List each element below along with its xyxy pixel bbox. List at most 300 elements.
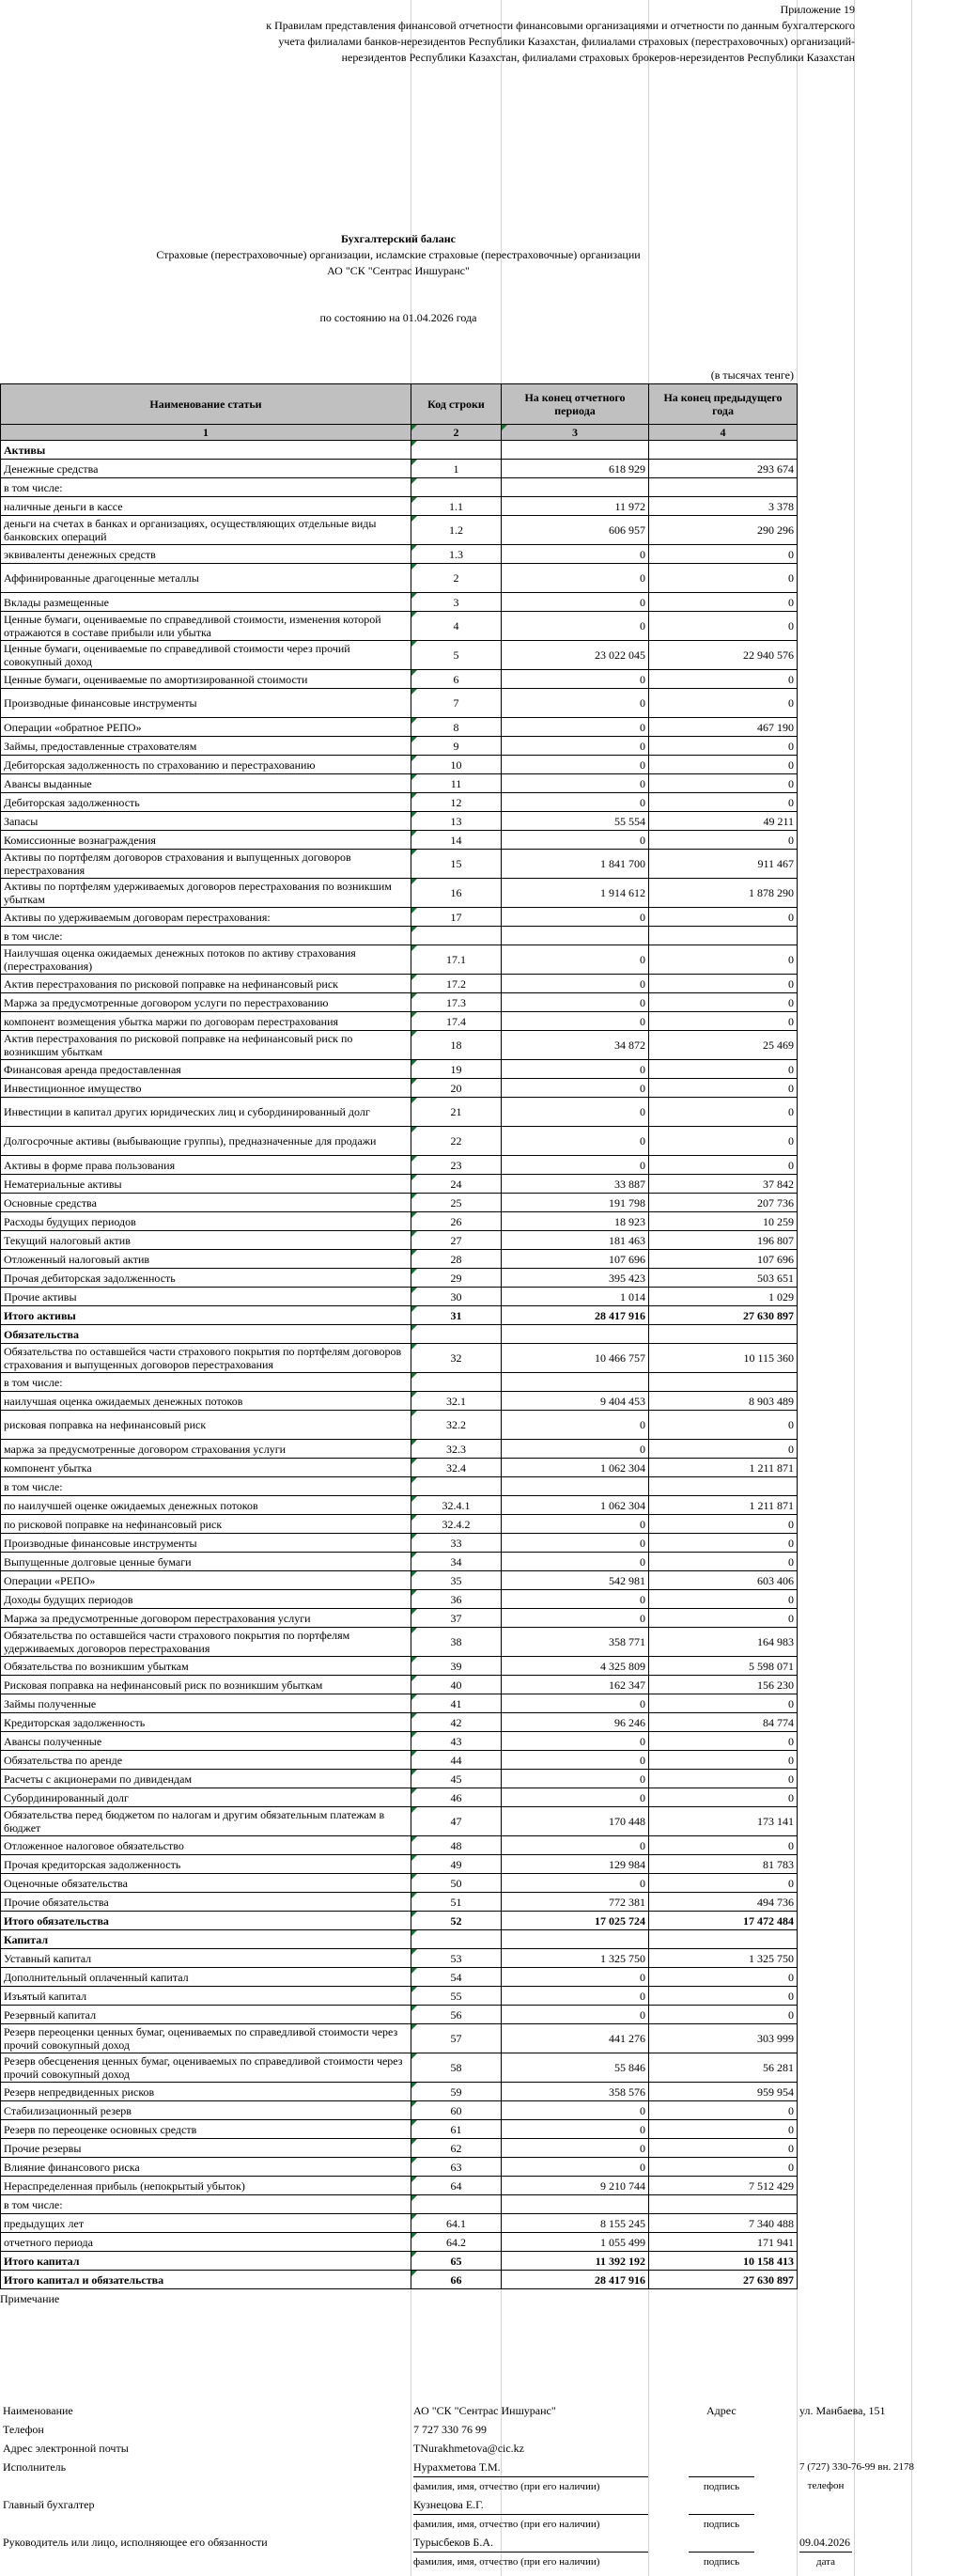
row-previous-value: 0 bbox=[649, 1770, 798, 1788]
row-current-value: 0 bbox=[502, 1440, 649, 1459]
row-name: рисковая поправка на нефинансовый риск bbox=[1, 1411, 411, 1440]
row-current-value: 9 210 744 bbox=[502, 2177, 649, 2195]
row-previous-value: 0 bbox=[649, 1515, 798, 1534]
row-current-value: 191 798 bbox=[502, 1194, 649, 1212]
row-name: Доходы будущих периодов bbox=[1, 1590, 411, 1609]
row-previous-value: 0 bbox=[649, 689, 798, 718]
row-name: Капитал bbox=[1, 1930, 411, 1949]
row-code: 45 bbox=[411, 1770, 502, 1788]
row-current-value: 0 bbox=[502, 1515, 649, 1534]
row-code: 32.4.2 bbox=[411, 1515, 502, 1534]
row-current-value: 0 bbox=[502, 689, 649, 718]
row-current-value: 0 bbox=[502, 1836, 649, 1855]
row-code bbox=[411, 478, 502, 497]
row-name: Выпущенные долговые ценные бумаги bbox=[1, 1553, 411, 1571]
row-current-value: 0 bbox=[502, 1098, 649, 1127]
row-current-value: 1 055 499 bbox=[502, 2233, 649, 2252]
row-previous-value: 27 630 897 bbox=[649, 1306, 798, 1325]
row-name: Операции «обратное РЕПО» bbox=[1, 718, 411, 737]
email-label: Адрес электронной почты bbox=[3, 2442, 129, 2455]
date-caption: дата bbox=[799, 2552, 852, 2571]
row-code: 28 bbox=[411, 1250, 502, 1269]
row-current-value: 18 923 bbox=[502, 1212, 649, 1231]
row-name: Отложенное налоговое обязательство bbox=[1, 1836, 411, 1855]
row-current-value: 0 bbox=[502, 1694, 649, 1713]
address-label: Адрес bbox=[706, 2404, 737, 2417]
table-row bbox=[1, 1440, 798, 1459]
row-code: 17.1 bbox=[411, 945, 502, 975]
row-current-value bbox=[502, 478, 649, 497]
table-row bbox=[1, 2158, 798, 2177]
row-current-value: 8 155 245 bbox=[502, 2214, 649, 2233]
row-name: Итого обязательства bbox=[1, 1912, 411, 1930]
row-current-value bbox=[502, 1373, 649, 1392]
row-code: 4 bbox=[411, 612, 502, 641]
section-row bbox=[1, 441, 798, 460]
row-current-value: 0 bbox=[502, 2006, 649, 2024]
row-previous-value: 7 340 488 bbox=[649, 2214, 798, 2233]
row-previous-value: 0 bbox=[649, 945, 798, 975]
row-previous-value: 503 651 bbox=[649, 1269, 798, 1288]
row-current-value: 542 981 bbox=[502, 1571, 649, 1590]
table-row bbox=[1, 2006, 798, 2024]
table-row bbox=[1, 1657, 798, 1676]
row-code: 17.4 bbox=[411, 1012, 502, 1031]
row-current-value: 606 957 bbox=[502, 516, 649, 545]
section-row bbox=[1, 1930, 798, 1949]
row-previous-value: 1 878 290 bbox=[649, 879, 798, 908]
executor-phone: 7 (727) 330-76-99 вн. 2178 bbox=[799, 2461, 914, 2473]
table-row bbox=[1, 593, 798, 612]
table-row bbox=[1, 1855, 798, 1874]
table-row bbox=[1, 670, 798, 689]
row-name: Изъятый капитал bbox=[1, 1987, 411, 2006]
head-name: Турысбеков Б.А. bbox=[413, 2536, 493, 2549]
row-current-value: 129 984 bbox=[502, 1855, 649, 1874]
table-row bbox=[1, 850, 798, 879]
row-current-value: 0 bbox=[502, 1553, 649, 1571]
row-current-value: 96 246 bbox=[502, 1713, 649, 1732]
row-previous-value: 0 bbox=[649, 793, 798, 812]
row-name: Резерв по переоценке основных средств bbox=[1, 2120, 411, 2139]
report-title: Бухгалтерский баланс bbox=[341, 232, 456, 245]
row-code: 12 bbox=[411, 793, 502, 812]
table-row bbox=[1, 1807, 798, 1836]
row-name: Обязательства перед бюджетом по налогам и другим обязательным платежам в бюджет bbox=[1, 1807, 411, 1836]
row-previous-value bbox=[649, 478, 798, 497]
row-code: 65 bbox=[411, 2252, 502, 2271]
row-current-value: 0 bbox=[502, 1968, 649, 1987]
row-name: Инвестиции в капитал других юридических лиц и субординированный долг bbox=[1, 1098, 411, 1127]
row-code: 53 bbox=[411, 1949, 502, 1968]
row-name: Ценные бумаги, оцениваемые по справедливой стоимости, изменения которой отражаются в составе прибыли или убытка bbox=[1, 612, 411, 641]
table-row bbox=[1, 1060, 798, 1079]
row-previous-value: 0 bbox=[649, 612, 798, 641]
table-row bbox=[1, 1770, 798, 1788]
row-name: Резервный капитал bbox=[1, 2006, 411, 2024]
grid-line bbox=[911, 0, 912, 2576]
row-previous-value: 290 296 bbox=[649, 516, 798, 545]
row-name: наилучшая оценка ожидаемых денежных потоков bbox=[1, 1392, 411, 1411]
sign-caption: подпись bbox=[689, 2514, 754, 2534]
table-row bbox=[1, 612, 798, 641]
row-code: 32.2 bbox=[411, 1411, 502, 1440]
row-code: 48 bbox=[411, 1836, 502, 1855]
table-row bbox=[1, 1968, 798, 1987]
row-code: 5 bbox=[411, 641, 502, 670]
row-name: отчетного периода bbox=[1, 2233, 411, 2252]
col-number: 3 bbox=[502, 425, 649, 441]
row-name: Ценные бумаги, оцениваемые по справедливой стоимости через прочий совокупный доход bbox=[1, 641, 411, 670]
row-name: предыдущих лет bbox=[1, 2214, 411, 2233]
table-row bbox=[1, 1288, 798, 1306]
row-code: 36 bbox=[411, 1590, 502, 1609]
row-name: эквиваленты денежных средств bbox=[1, 545, 411, 564]
row-code: 44 bbox=[411, 1751, 502, 1770]
row-code: 14 bbox=[411, 831, 502, 850]
row-current-value: 618 929 bbox=[502, 460, 649, 478]
row-previous-value: 0 bbox=[649, 831, 798, 850]
row-current-value: 0 bbox=[502, 2139, 649, 2158]
row-previous-value: 0 bbox=[649, 1694, 798, 1713]
name-value: АО "СК "Сентрас Иншуранс" bbox=[413, 2404, 556, 2417]
row-previous-value: 1 211 871 bbox=[649, 1459, 798, 1477]
table-row bbox=[1, 1269, 798, 1288]
row-code: 51 bbox=[411, 1893, 502, 1912]
section-row bbox=[1, 1325, 798, 1344]
balance-table-wrap bbox=[0, 383, 797, 2308]
row-previous-value: 0 bbox=[649, 1968, 798, 1987]
row-current-value: 0 bbox=[502, 1987, 649, 2006]
row-name: Прочая дебиторская задолженность bbox=[1, 1269, 411, 1288]
table-row bbox=[1, 1012, 798, 1031]
row-name: по наилучшей оценке ожидаемых денежных потоков bbox=[1, 1496, 411, 1515]
row-current-value bbox=[502, 2195, 649, 2214]
table-row bbox=[1, 1250, 798, 1269]
row-current-value: 0 bbox=[502, 737, 649, 756]
row-previous-value: 0 bbox=[649, 593, 798, 612]
row-name: Активы по портфелям удерживаемых договоров перестрахования по возникшим убыткам bbox=[1, 879, 411, 908]
row-name: Запасы bbox=[1, 812, 411, 831]
row-current-value: 0 bbox=[502, 1411, 649, 1440]
table-row bbox=[1, 2101, 798, 2120]
row-name: Прочие активы bbox=[1, 1288, 411, 1306]
table-row bbox=[1, 2195, 798, 2214]
row-name: Денежные средства bbox=[1, 460, 411, 478]
row-code: 64 bbox=[411, 2177, 502, 2195]
row-name: Стабилизационный резерв bbox=[1, 2101, 411, 2120]
row-code bbox=[411, 927, 502, 945]
row-name: в том числе: bbox=[1, 2195, 411, 2214]
phone-caption: телефон bbox=[807, 2480, 845, 2491]
row-code: 34 bbox=[411, 1553, 502, 1571]
row-previous-value: 171 941 bbox=[649, 2233, 798, 2252]
row-code: 6 bbox=[411, 670, 502, 689]
table-row bbox=[1, 1212, 798, 1231]
row-current-value: 441 276 bbox=[502, 2024, 649, 2053]
table-row bbox=[1, 2214, 798, 2233]
row-name: Расходы будущих периодов bbox=[1, 1212, 411, 1231]
row-code: 52 bbox=[411, 1912, 502, 1930]
row-current-value: 0 bbox=[502, 908, 649, 927]
row-name: Уставный капитал bbox=[1, 1949, 411, 1968]
col-number: 1 bbox=[1, 425, 411, 441]
row-code: 32 bbox=[411, 1344, 502, 1373]
row-code: 64.1 bbox=[411, 2214, 502, 2233]
row-name: в том числе: bbox=[1, 927, 411, 945]
row-previous-value: 207 736 bbox=[649, 1194, 798, 1212]
row-code: 32.1 bbox=[411, 1392, 502, 1411]
row-previous-value: 0 bbox=[649, 774, 798, 793]
row-code: 3 bbox=[411, 593, 502, 612]
row-previous-value: 1 211 871 bbox=[649, 1496, 798, 1515]
row-previous-value bbox=[649, 1325, 798, 1344]
row-previous-value: 0 bbox=[649, 1411, 798, 1440]
row-code: 32.4 bbox=[411, 1459, 502, 1477]
row-name: Займы, предоставленные страхователям bbox=[1, 737, 411, 756]
row-name: Резерв обесценения ценных бумаг, оцениваемых по справедливой стоимости через прочий совокупный доход bbox=[1, 2053, 411, 2083]
row-previous-value: 164 983 bbox=[649, 1628, 798, 1657]
row-code bbox=[411, 1373, 502, 1392]
table-row bbox=[1, 1031, 798, 1060]
table-row bbox=[1, 1515, 798, 1534]
row-previous-value bbox=[649, 1930, 798, 1949]
row-code: 39 bbox=[411, 1657, 502, 1676]
row-code: 47 bbox=[411, 1807, 502, 1836]
row-current-value bbox=[502, 927, 649, 945]
row-current-value: 28 417 916 bbox=[502, 2271, 649, 2289]
row-name: маржа за предусмотренные договором страхования услуги bbox=[1, 1440, 411, 1459]
table-row bbox=[1, 1098, 798, 1127]
table-row bbox=[1, 737, 798, 756]
row-code: 41 bbox=[411, 1694, 502, 1713]
row-name: Оценочные обязательства bbox=[1, 1874, 411, 1893]
row-previous-value: 0 bbox=[649, 1732, 798, 1751]
table-row bbox=[1, 2252, 798, 2271]
row-code: 1.1 bbox=[411, 497, 502, 516]
row-previous-value: 0 bbox=[649, 1012, 798, 1031]
row-current-value: 0 bbox=[502, 1788, 649, 1807]
row-current-value: 1 841 700 bbox=[502, 850, 649, 879]
row-previous-value bbox=[649, 2195, 798, 2214]
row-current-value: 0 bbox=[502, 774, 649, 793]
row-current-value: 0 bbox=[502, 1156, 649, 1175]
row-current-value: 395 423 bbox=[502, 1269, 649, 1288]
balance-table-body bbox=[1, 441, 798, 2289]
executor-name: Нурахметова Т.М. bbox=[413, 2460, 501, 2474]
row-name: Инвестиционное имущество bbox=[1, 1079, 411, 1098]
row-name: Кредиторская задолженность bbox=[1, 1713, 411, 1732]
table-row bbox=[1, 1496, 798, 1515]
row-previous-value bbox=[649, 1477, 798, 1496]
table-row bbox=[1, 641, 798, 670]
fio-caption: фамилия, имя, отчество (при его наличии) bbox=[413, 2552, 648, 2571]
head-date: 09.04.2026 bbox=[799, 2536, 850, 2549]
row-code bbox=[411, 1325, 502, 1344]
balance-table bbox=[0, 383, 798, 2289]
row-code bbox=[411, 2195, 502, 2214]
row-code: 64.2 bbox=[411, 2233, 502, 2252]
row-name: Актив перестрахования по рисковой поправке на нефинансовый риск bbox=[1, 975, 411, 993]
row-previous-value: 0 bbox=[649, 993, 798, 1012]
row-current-value: 55 554 bbox=[502, 812, 649, 831]
row-code: 15 bbox=[411, 850, 502, 879]
table-row bbox=[1, 2233, 798, 2252]
table-row bbox=[1, 1676, 798, 1694]
row-previous-value: 0 bbox=[649, 1098, 798, 1127]
table-row bbox=[1, 689, 798, 718]
row-previous-value: 84 774 bbox=[649, 1713, 798, 1732]
row-code: 24 bbox=[411, 1175, 502, 1194]
row-current-value bbox=[502, 1325, 649, 1344]
table-row bbox=[1, 1694, 798, 1713]
table-row bbox=[1, 879, 798, 908]
report-date: по состоянию на 01.04.2026 года bbox=[319, 311, 477, 324]
chief-accountant-label: Главный бухгалтер bbox=[3, 2498, 95, 2511]
company-name: АО "СК "Сентрас Иншуранс" bbox=[327, 264, 470, 277]
row-name: Прочие резервы bbox=[1, 2139, 411, 2158]
table-row bbox=[1, 2024, 798, 2053]
row-previous-value: 107 696 bbox=[649, 1250, 798, 1269]
row-name: Маржа за предусмотренные договором перестрахования услуги bbox=[1, 1609, 411, 1628]
row-name: Итого капитал и обязательства bbox=[1, 2271, 411, 2289]
row-current-value: 107 696 bbox=[502, 1250, 649, 1269]
table-row bbox=[1, 1477, 798, 1496]
table-row bbox=[1, 1949, 798, 1968]
row-current-value bbox=[502, 1930, 649, 1949]
row-current-value: 11 392 192 bbox=[502, 2252, 649, 2271]
row-code: 32.4.1 bbox=[411, 1496, 502, 1515]
table-row bbox=[1, 908, 798, 927]
row-previous-value: 0 bbox=[649, 1788, 798, 1807]
row-name: Субординированный долг bbox=[1, 1788, 411, 1807]
row-code bbox=[411, 441, 502, 460]
grid-line bbox=[854, 0, 855, 2576]
rules-line-1: к Правилам представления финансовой отчетности финансовыми организациями и отчетности по данным бухгалтерского bbox=[266, 19, 855, 32]
row-code: 49 bbox=[411, 1855, 502, 1874]
row-name: Маржа за предусмотренные договором услуги по перестрахованию bbox=[1, 993, 411, 1012]
table-row bbox=[1, 1609, 798, 1628]
row-current-value: 0 bbox=[502, 831, 649, 850]
row-previous-value: 1 325 750 bbox=[649, 1949, 798, 1968]
rules-line-3: нерезидентов Республики Казахстан, филиалами страховых брокеров-нерезидентов Республики Казахстан bbox=[341, 51, 855, 64]
table-row bbox=[1, 1732, 798, 1751]
row-previous-value: 22 940 576 bbox=[649, 641, 798, 670]
row-previous-value: 10 115 360 bbox=[649, 1344, 798, 1373]
fio-caption: фамилия, имя, отчество (при его наличии) bbox=[413, 2514, 648, 2534]
row-current-value: 0 bbox=[502, 2101, 649, 2120]
row-code: 17.2 bbox=[411, 975, 502, 993]
row-code: 43 bbox=[411, 1732, 502, 1751]
row-code: 38 bbox=[411, 1628, 502, 1657]
row-name: Авансы выданные bbox=[1, 774, 411, 793]
row-name: Основные средства bbox=[1, 1194, 411, 1212]
address-value: ул. Манбаева, 151 bbox=[799, 2404, 886, 2417]
row-name: в том числе: bbox=[1, 478, 411, 497]
col-header-code: Код строки bbox=[411, 384, 502, 425]
row-code: 42 bbox=[411, 1713, 502, 1732]
row-current-value: 0 bbox=[502, 793, 649, 812]
row-current-value: 0 bbox=[502, 1060, 649, 1079]
row-previous-value: 37 842 bbox=[649, 1175, 798, 1194]
row-previous-value: 173 141 bbox=[649, 1807, 798, 1836]
table-row bbox=[1, 1836, 798, 1855]
phone-label: Телефон bbox=[3, 2423, 44, 2436]
row-code: 19 bbox=[411, 1060, 502, 1079]
row-code: 20 bbox=[411, 1079, 502, 1098]
table-row bbox=[1, 545, 798, 564]
row-current-value: 17 025 724 bbox=[502, 1912, 649, 1930]
table-row bbox=[1, 1194, 798, 1212]
row-previous-value: 959 954 bbox=[649, 2083, 798, 2101]
row-name: Финансовая аренда предоставленная bbox=[1, 1060, 411, 1079]
row-code: 17.3 bbox=[411, 993, 502, 1012]
row-code: 50 bbox=[411, 1874, 502, 1893]
table-row bbox=[1, 1459, 798, 1477]
row-current-value: 772 381 bbox=[502, 1893, 649, 1912]
row-previous-value: 0 bbox=[649, 670, 798, 689]
table-row bbox=[1, 2083, 798, 2101]
col-header-previous: На конец предыдущего года bbox=[649, 384, 798, 425]
row-code: 63 bbox=[411, 2158, 502, 2177]
row-previous-value: 0 bbox=[649, 1534, 798, 1553]
row-previous-value: 56 281 bbox=[649, 2053, 798, 2083]
row-code: 16 bbox=[411, 879, 502, 908]
row-previous-value: 467 190 bbox=[649, 718, 798, 737]
row-name: Производные финансовые инструменты bbox=[1, 1534, 411, 1553]
row-name: Обязательства по возникшим убыткам bbox=[1, 1657, 411, 1676]
row-current-value: 0 bbox=[502, 975, 649, 993]
table-row bbox=[1, 478, 798, 497]
row-name: Активы по удерживаемым договорам перестрахования: bbox=[1, 908, 411, 927]
row-code: 23 bbox=[411, 1156, 502, 1175]
row-code: 37 bbox=[411, 1609, 502, 1628]
table-row bbox=[1, 756, 798, 774]
appendix-note bbox=[266, 2, 855, 66]
row-current-value: 0 bbox=[502, 2120, 649, 2139]
row-current-value: 162 347 bbox=[502, 1676, 649, 1694]
row-current-value: 9 404 453 bbox=[502, 1392, 649, 1411]
table-row bbox=[1, 1590, 798, 1609]
row-name: Рисковая поправка на нефинансовый риск по возникшим убыткам bbox=[1, 1676, 411, 1694]
chief-accountant-name: Кузнецова Е.Г. bbox=[413, 2498, 484, 2511]
row-previous-value: 17 472 484 bbox=[649, 1912, 798, 1930]
row-code: 26 bbox=[411, 1212, 502, 1231]
row-name: Обязательства по аренде bbox=[1, 1751, 411, 1770]
table-row bbox=[1, 1156, 798, 1175]
row-current-value: 0 bbox=[502, 612, 649, 641]
table-row bbox=[1, 1788, 798, 1807]
row-name: Дебиторская задолженность bbox=[1, 793, 411, 812]
row-previous-value: 0 bbox=[649, 975, 798, 993]
email-value: TNurakhmetova@cic.kz bbox=[413, 2442, 525, 2455]
row-current-value: 0 bbox=[502, 593, 649, 612]
row-current-value: 11 972 bbox=[502, 497, 649, 516]
row-previous-value: 0 bbox=[649, 2139, 798, 2158]
row-current-value bbox=[502, 1477, 649, 1496]
row-code: 62 bbox=[411, 2139, 502, 2158]
row-previous-value: 0 bbox=[649, 545, 798, 564]
row-code: 57 bbox=[411, 2024, 502, 2053]
row-current-value: 0 bbox=[502, 1874, 649, 1893]
report-subtitle: Страховые (перестраховочные) организации, исламские страховые (перестраховочные) организации bbox=[156, 248, 641, 261]
row-name: Обязательства по оставшейся части страхового покрытия по портфелям удерживаемых договоров перестрахования bbox=[1, 1628, 411, 1657]
units-note: (в тысячах тенге) bbox=[710, 368, 794, 382]
row-current-value: 0 bbox=[502, 670, 649, 689]
table-row bbox=[1, 1079, 798, 1098]
table-row bbox=[1, 1127, 798, 1156]
row-code: 66 bbox=[411, 2271, 502, 2289]
